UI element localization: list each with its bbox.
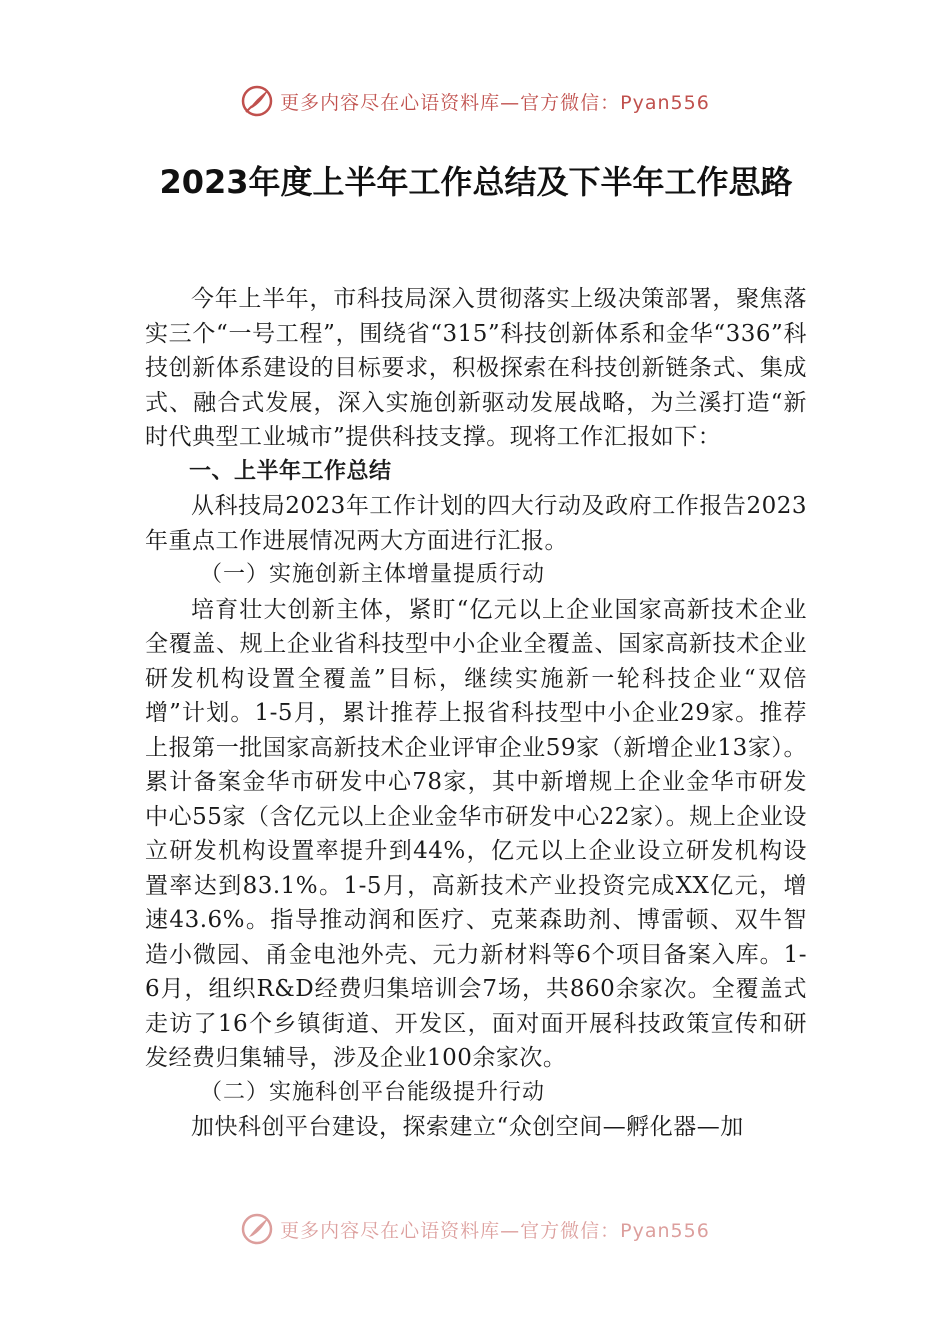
intro-paragraph: 今年上半年，市科技局深入贯彻落实上级决策部署，聚焦落实三个“一号工程”，围绕省“315”科技创新体系和金华“336”科技创新体系建设的目标要求，积极探索在科技创新链条式、集成式、融合式发展，深入实施创新驱动发展战略，为兰溪打造“新时代典型工业城市”提供科技支撑。现将工作汇报如下：: [145, 286, 807, 450]
quill-logo-icon: [240, 84, 274, 118]
section-intro-paragraph: 从科技局2023年工作计划的四大行动及政府工作报告2023年重点工作进展情况两大方面进行汇报。: [145, 493, 807, 554]
subsection-heading: （一）实施创新主体增量提质行动: [200, 562, 546, 587]
subsection-paragraph: 加快科创平台建设，探索建立“众创空间—孵化器—加: [191, 1114, 744, 1140]
watermark-footer: [0, 1212, 950, 1246]
document-body: [145, 282, 807, 1145]
page-title: 2023年度上半年工作总结及下半年工作思路: [159, 163, 793, 201]
watermark-text: 更多内容尽在心语资料库—官方微信：Pyan556: [280, 91, 710, 114]
watermark-footer-text: 更多内容尽在心语资料库—官方微信：Pyan556: [280, 1219, 710, 1242]
subsection-heading: （二）实施科创平台能级提升行动: [200, 1079, 546, 1105]
subsection-paragraph: 培育壮大创新主体，紧盯“亿元以上企业国家高新技术企业全覆盖、规上企业省科技型中小企业全覆盖、国家高新技术企业研发机构设置全覆盖”目标，继续实施新一轮科技企业“双倍增”计划。1-5月，累计推荐上报省科技型中小企业29家。推荐上报第一批国家高新技术企业评审企业59家（新增企业13家）。累计备案金华市研发中心78家，其中新增规上企业金华市研发中心55家（含亿元以上企业金华市研发中心22家）。规上企业设立研发机构设置率提升到44%，亿元以上企业设立研发机构设置率达到83.1%。1-5月，高新技术产业投资完成XX亿元，增速43.6%。指导推动润和医疗、克莱森助剂、博雷顿、双牛智造小微园、甬金电池外壳、元力新材料等6个项目备案入库。1-6月，组织R&D经费归集培训会7场，共860余家次。全覆盖式走访了16个乡镇街道、开发区，面对面开展科技政策宣传和研发经费归集辅导，涉及企业100余家次。: [145, 596, 807, 1071]
section-heading: 一、上半年工作总结: [189, 458, 392, 484]
quill-logo-icon: [240, 1212, 274, 1246]
watermark-header: [0, 84, 950, 124]
